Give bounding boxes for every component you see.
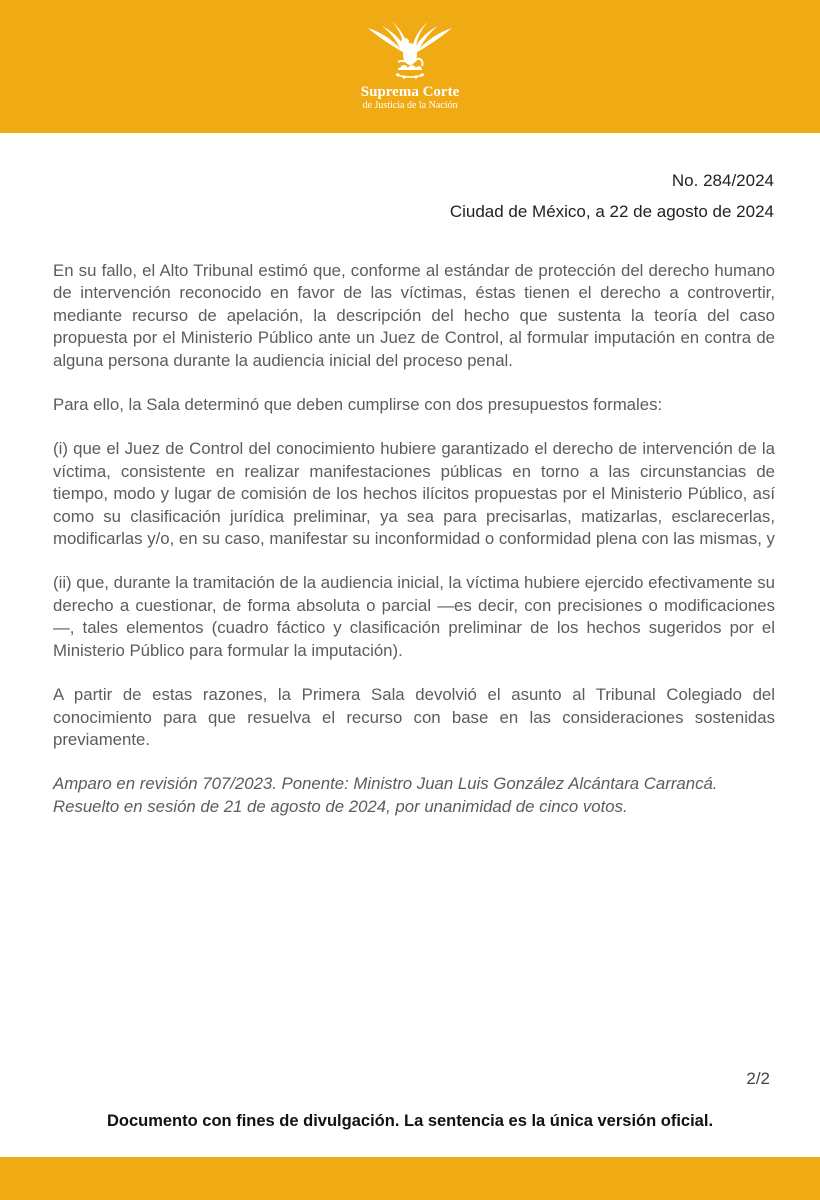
eagle-seal-icon <box>360 18 460 82</box>
paragraph-conclusion: A partir de estas razones, la Primera Sala devolvió el asunto al Tribunal Colegiado del conocimiento para que resuelva el recurso con base en las consideraciones sostenidas previamente. <box>53 685 775 749</box>
citation-line-2: Resuelto en sesión de 21 de agosto de 2024, por unanimidad de cinco votos. <box>53 796 628 816</box>
disclaimer: Documento con fines de divulgación. La sentencia es la única versión oficial. <box>106 1112 714 1130</box>
paragraph-ruling: En su fallo, el Alto Tribunal estimó que, conforme al estándar de protección del derecho humano de intervención reconocido en favor de las víctimas, éstas tienen el derecho a controvertir, mediante recurso de apelación, la descripción del hecho que sustenta la teoría del caso propuesta por el Ministerio Público ante un Juez de Control, al formular imputación en contra de alguna persona durante la audiencia inicial del proceso penal. <box>53 261 775 370</box>
paragraph-requirement-i: (i) que el Juez de Control del conocimiento hubiere garantizado el derecho de intervención de la víctima, consistente en realizar manifestaciones públicas en torno a las circunstancias de tiempo, modo y lugar de comisión de los hechos ilícitos propuestas por el Ministerio Público, así como su clasificación jurídica preliminar, ya sea para precisarlas, matizarlas, esclarecerlas, modificarlas y/o, en su caso, manifestar su inconformidad o conformidad plena con las mismas, y <box>53 439 775 549</box>
document-number: No. 284/2024 <box>671 171 774 190</box>
footer-band <box>0 1157 820 1200</box>
scjn-logo <box>350 18 470 118</box>
case-citation <box>53 773 775 818</box>
paragraph-requirement-ii: (ii) que, durante la tramitación de la audiencia inicial, la víctima hubiere ejercido efectivamente su derecho a cuestionar, de forma absoluta o parcial —es decir, con precisiones o modificaciones—, tales elementos (cuadro fáctico y clasificación preliminar de los hechos sugeridos por el Ministerio Público para formular la imputación). <box>53 573 775 660</box>
document-body <box>53 260 775 840</box>
document-date: Ciudad de México, a 22 de agosto de 2024 <box>449 202 774 221</box>
citation-line-1: Amparo en revisión 707/2023. Ponente: Ministro Juan Luis González Alcántara Carrancá. <box>53 774 718 794</box>
logo-subtitle: de Justicia de la Nación <box>362 100 458 111</box>
paragraph-requirements-intro: Para ello, la Sala determinó que deben cumplirse con dos presupuestos formales: <box>53 395 663 415</box>
header-band <box>0 0 820 133</box>
page-number: 2/2 <box>746 1069 770 1088</box>
logo-title: Suprema Corte <box>360 84 460 100</box>
